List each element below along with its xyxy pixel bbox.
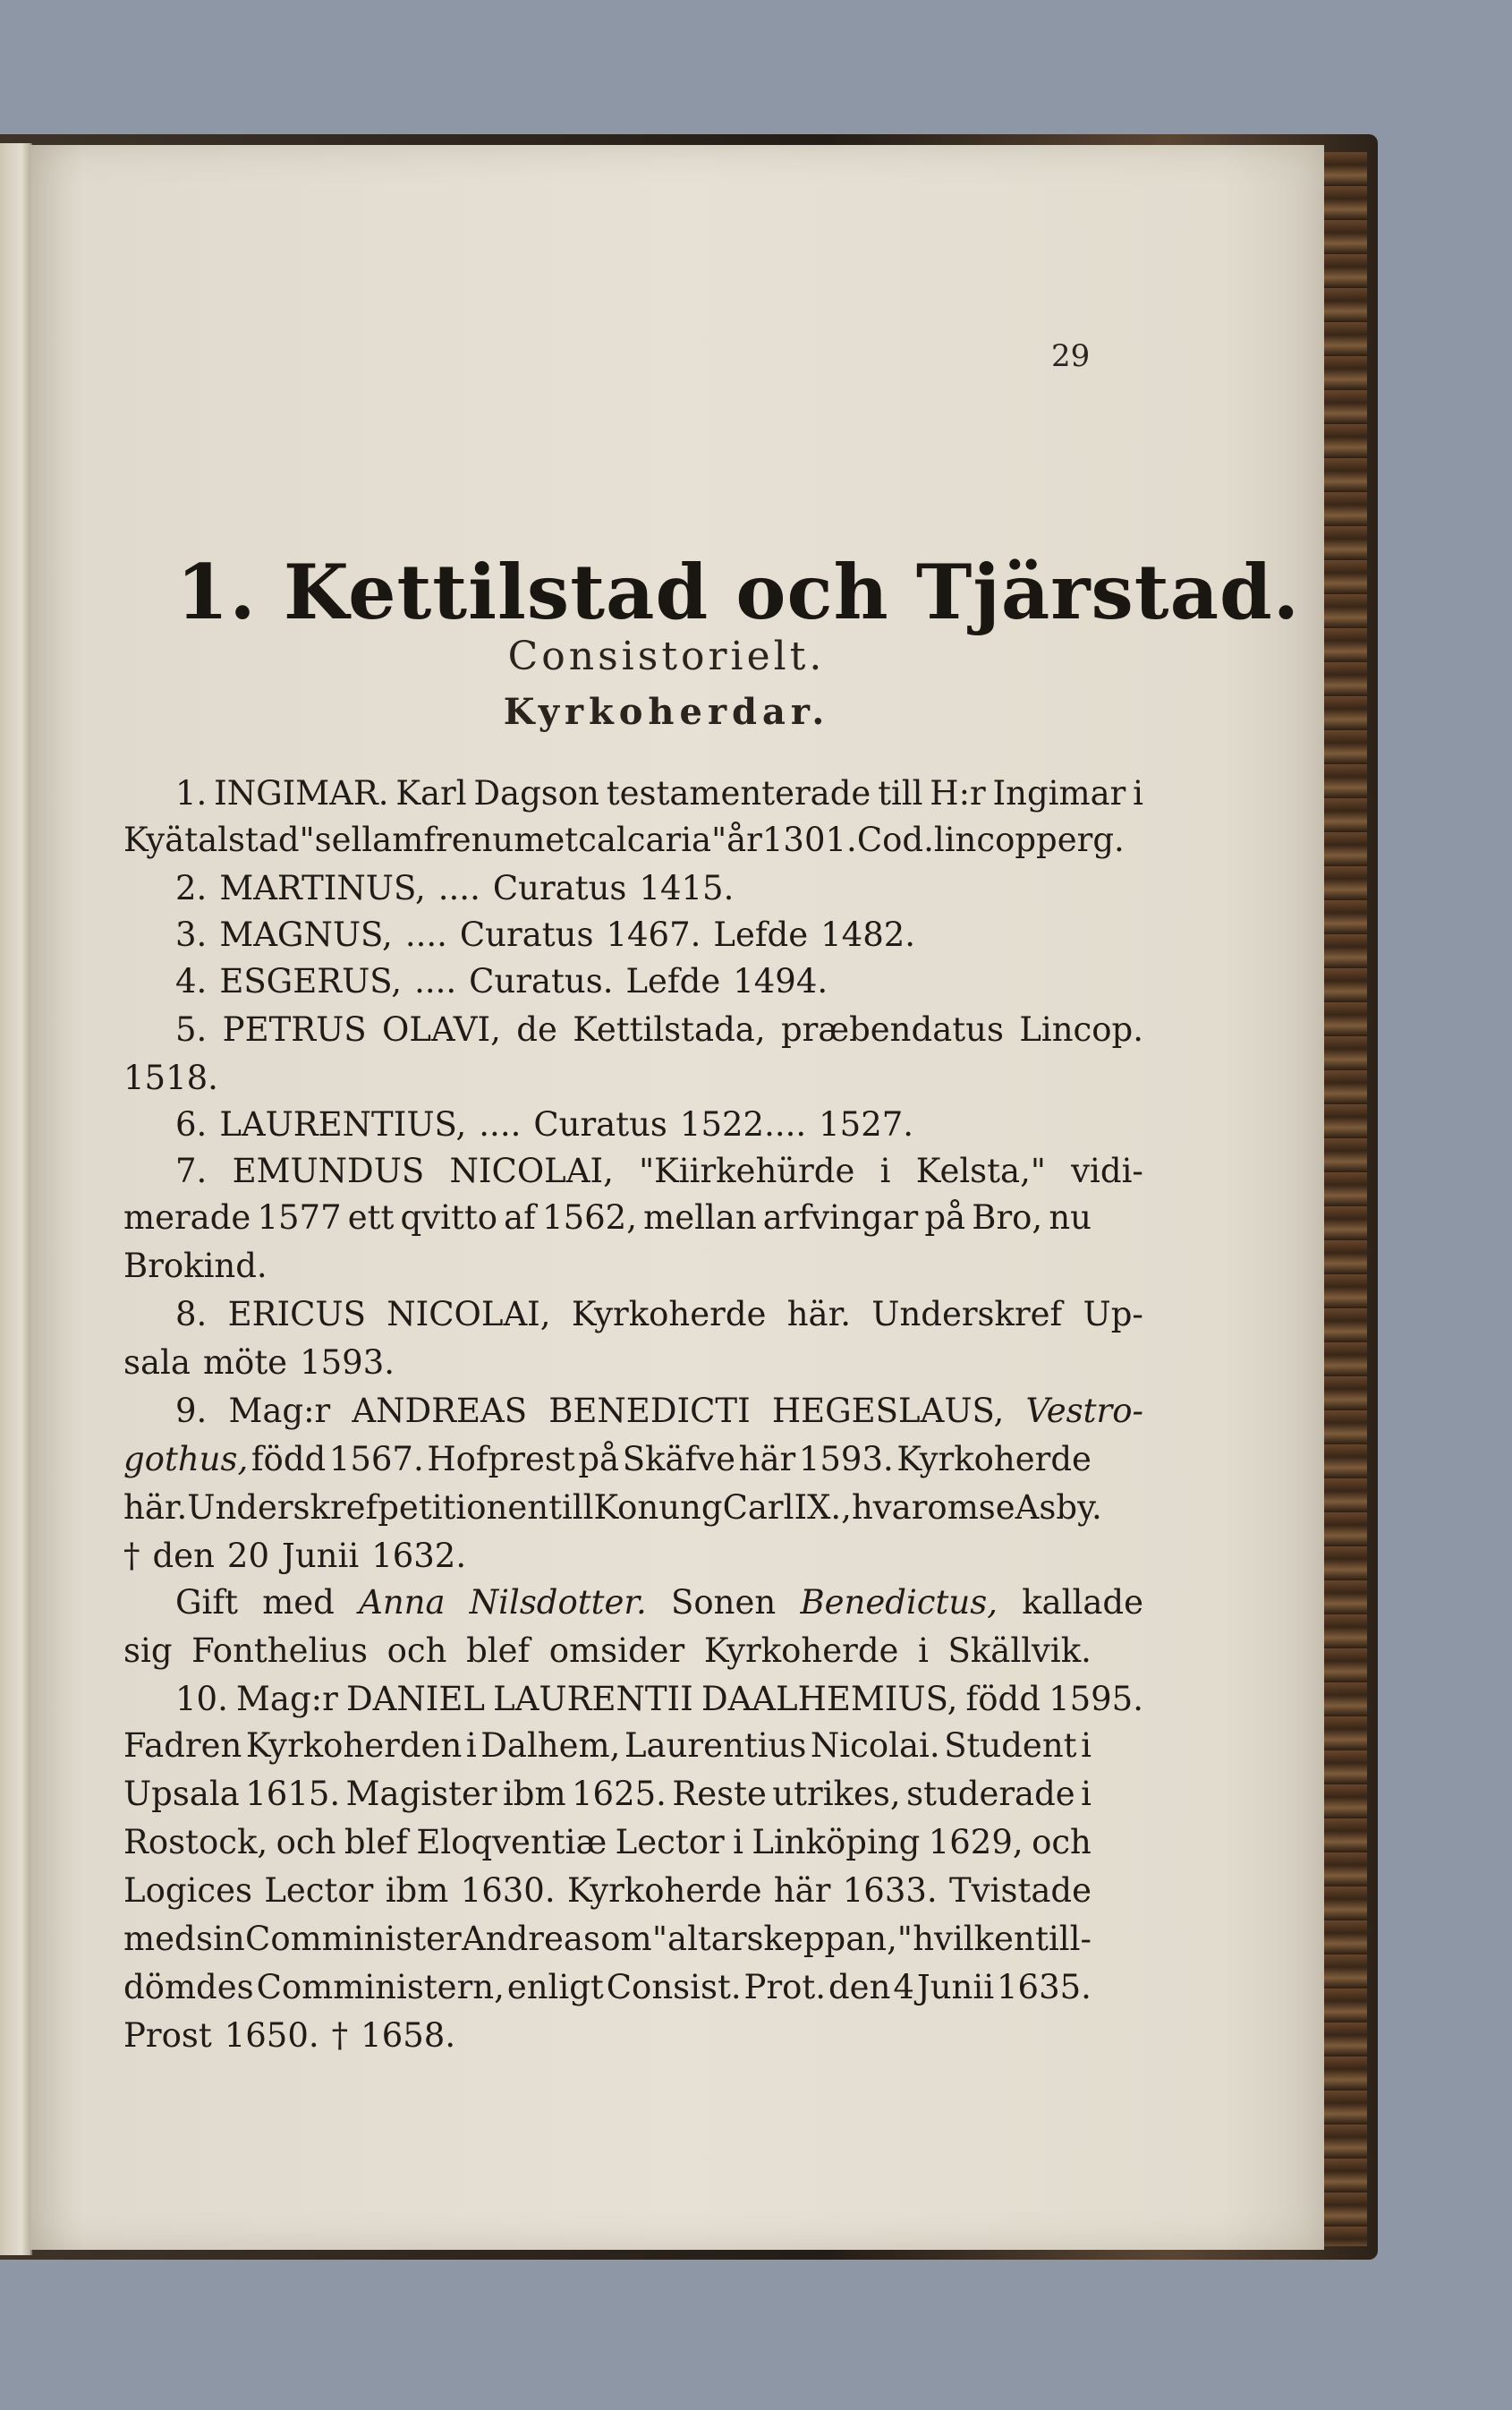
text-line: Upsala 1615. Magister ibm 1625. Reste utrikes, studerade i <box>123 1775 1092 1813</box>
section-heading <box>0 691 1512 733</box>
text-line: Brokind. <box>123 1247 268 1285</box>
text-line: Kyätalstad "sellam frenum et calcaria" år 1301. Cod. lincop perg. <box>123 821 1125 859</box>
text-line: Gift med Anna Nilsdotter. Sonen Benedictus, kallade <box>175 1583 1143 1622</box>
text-line: med sin Comminister Andreas om "altarskeppan," hvilken till- <box>123 1920 1092 1958</box>
text-line: merade 1577 ett qvitto af 1562, mellan arfvingar på Bro, nu <box>123 1198 1092 1237</box>
text-line: 5. PETRUS OLAVI, de Kettilstada, præbendatus Lincop. <box>175 1010 1143 1049</box>
chapter-subtitle-text: Consistorielt. <box>507 634 826 679</box>
text-line: sig Fonthelius och blef omsider Kyrkoherde i Skällvik. <box>123 1631 1092 1670</box>
text-line: Logices Lector ibm 1630. Kyrkoherde här 1633. Tvistade <box>123 1871 1092 1910</box>
text-line: 4. ESGERUS, .... Curatus. Lefde 1494. <box>175 962 828 1001</box>
text-line: 1518. <box>123 1059 218 1097</box>
text-line: 10. Mag:r DANIEL LAURENTII DAALHEMIUS, född 1595. <box>175 1680 1143 1718</box>
chapter-title-text: 1. Kettilstad och Tjärstad. <box>175 548 1301 636</box>
text-line: Fadren Kyrkoherden i Dalhem, Laurentius Nicolai. Student i <box>123 1726 1092 1765</box>
text-line: sala möte 1593. <box>123 1343 395 1382</box>
page-number: 29 <box>1051 338 1091 374</box>
text-line: dömdes Comministern, enligt Consist. Prot. den 4 Junii 1635. <box>123 1968 1092 2006</box>
text-line: 8. ERICUS NICOLAI, Kyrkoherde här. Underskref Up- <box>175 1295 1143 1333</box>
text-line: Rostock, och blef Eloqventiæ Lector i Linköping 1629, och <box>123 1823 1092 1861</box>
chapter-subtitle <box>0 634 1512 679</box>
section-heading-text: Kyrkoherdar. <box>503 691 830 733</box>
text-line: Prost 1650. † 1658. <box>123 2016 456 2055</box>
text-line: 3. MAGNUS, .... Curatus 1467. Lefde 1482. <box>175 915 916 954</box>
previous-page-edge <box>0 143 32 2255</box>
text-line: 9. Mag:r ANDREAS BENEDICTI HEGESLAUS, Vestro- <box>175 1392 1143 1430</box>
text-line: 1. INGIMAR. Karl Dagson testamenterade till H:r Ingimar i <box>175 774 1143 813</box>
chapter-title <box>0 548 1512 636</box>
text-line: gothus, född 1567. Hofprest på Skäfve här 1593. Kyrkoherde <box>123 1440 1092 1478</box>
text-line: † den 20 Junii 1632. <box>123 1537 467 1575</box>
text-line: 7. EMUNDUS NICOLAI, "Kiirkehürde i Kelsta," vidi- <box>175 1152 1143 1190</box>
text-line: här. Underskref petitionen till Konung Carl IX., hvarom se Asby. <box>123 1488 1102 1527</box>
text-line: 6. LAURENTIUS, .... Curatus 1522.... 1527. <box>175 1105 914 1144</box>
text-line: 2. MARTINUS, .... Curatus 1415. <box>175 869 735 907</box>
